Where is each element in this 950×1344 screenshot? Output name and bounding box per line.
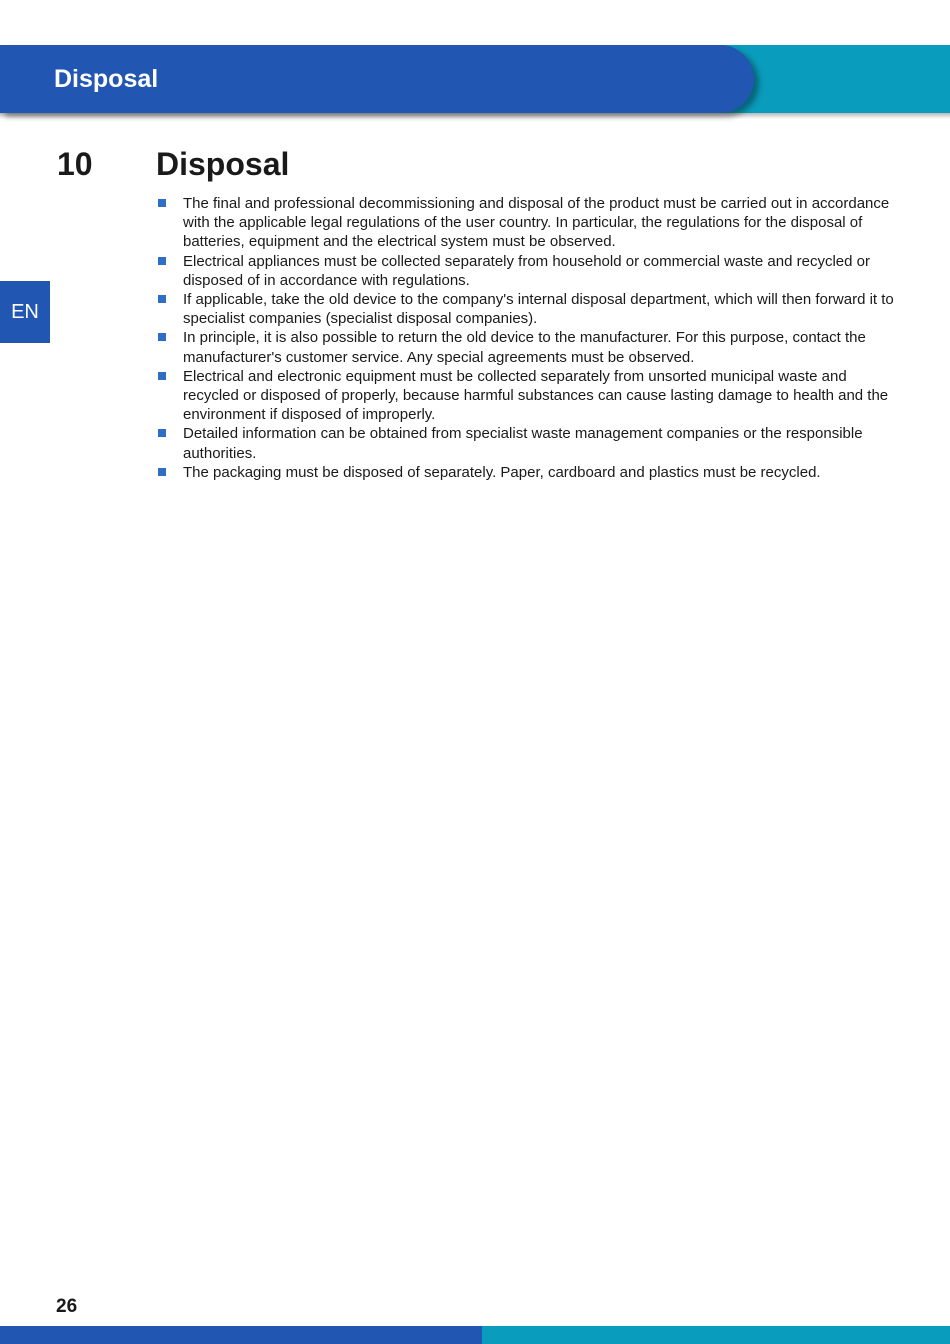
square-bullet-icon	[158, 468, 166, 476]
square-bullet-icon	[158, 257, 166, 265]
list-item-text: In principle, it is also possible to return the old device to the manufacturer. For this purpose, contact the manufacturer's customer service. Any special agreements must be observed.	[183, 329, 866, 366]
square-bullet-icon	[158, 429, 166, 437]
section-title: Disposal	[156, 146, 290, 182]
page-number: 26	[56, 1296, 78, 1317]
list-item-text: The final and professional decommissioning and disposal of the product must be carried out in accordance with the applicable legal regulations of the user country. In particular, the regulations for the disposal of batteries, equipment and the electrical system must be observed.	[183, 195, 890, 251]
list-item-text: If applicable, take the old device to the company's internal disposal department, which will then forward it to specialist companies (specialist disposal companies).	[183, 291, 894, 328]
square-bullet-icon	[158, 333, 166, 341]
square-bullet-icon	[158, 372, 166, 380]
list-item-text: Detailed information can be obtained from specialist waste management companies or the responsible authorities.	[183, 425, 863, 462]
footer-bar-blue	[0, 1326, 482, 1344]
list-item	[156, 194, 896, 252]
header-title: Disposal	[54, 65, 159, 93]
list-item	[156, 290, 896, 328]
list-item	[156, 463, 896, 482]
header-shadow	[0, 113, 950, 119]
language-tab: EN	[0, 281, 50, 343]
list-item	[156, 328, 896, 366]
list-item	[156, 367, 896, 425]
square-bullet-icon	[158, 199, 166, 207]
list-item-text: The packaging must be disposed of separately. Paper, cardboard and plastics must be recycled.	[183, 463, 821, 481]
list-item-text: Electrical appliances must be collected separately from household or commercial waste and recycled or disposed of in accordance with regulations.	[183, 252, 870, 289]
list-item	[156, 252, 896, 290]
section-number: 10	[57, 146, 93, 182]
square-bullet-icon	[158, 295, 166, 303]
list-item	[156, 424, 896, 462]
list-item-text: Electrical and electronic equipment must be collected separately from unsorted municipal waste and recycled or disposed of properly, because harmful substances can cause lasting damage to health and the environment if disposed of improperly.	[183, 367, 889, 424]
disposal-bullet-list	[156, 194, 896, 482]
footer-bar-teal	[482, 1326, 950, 1344]
